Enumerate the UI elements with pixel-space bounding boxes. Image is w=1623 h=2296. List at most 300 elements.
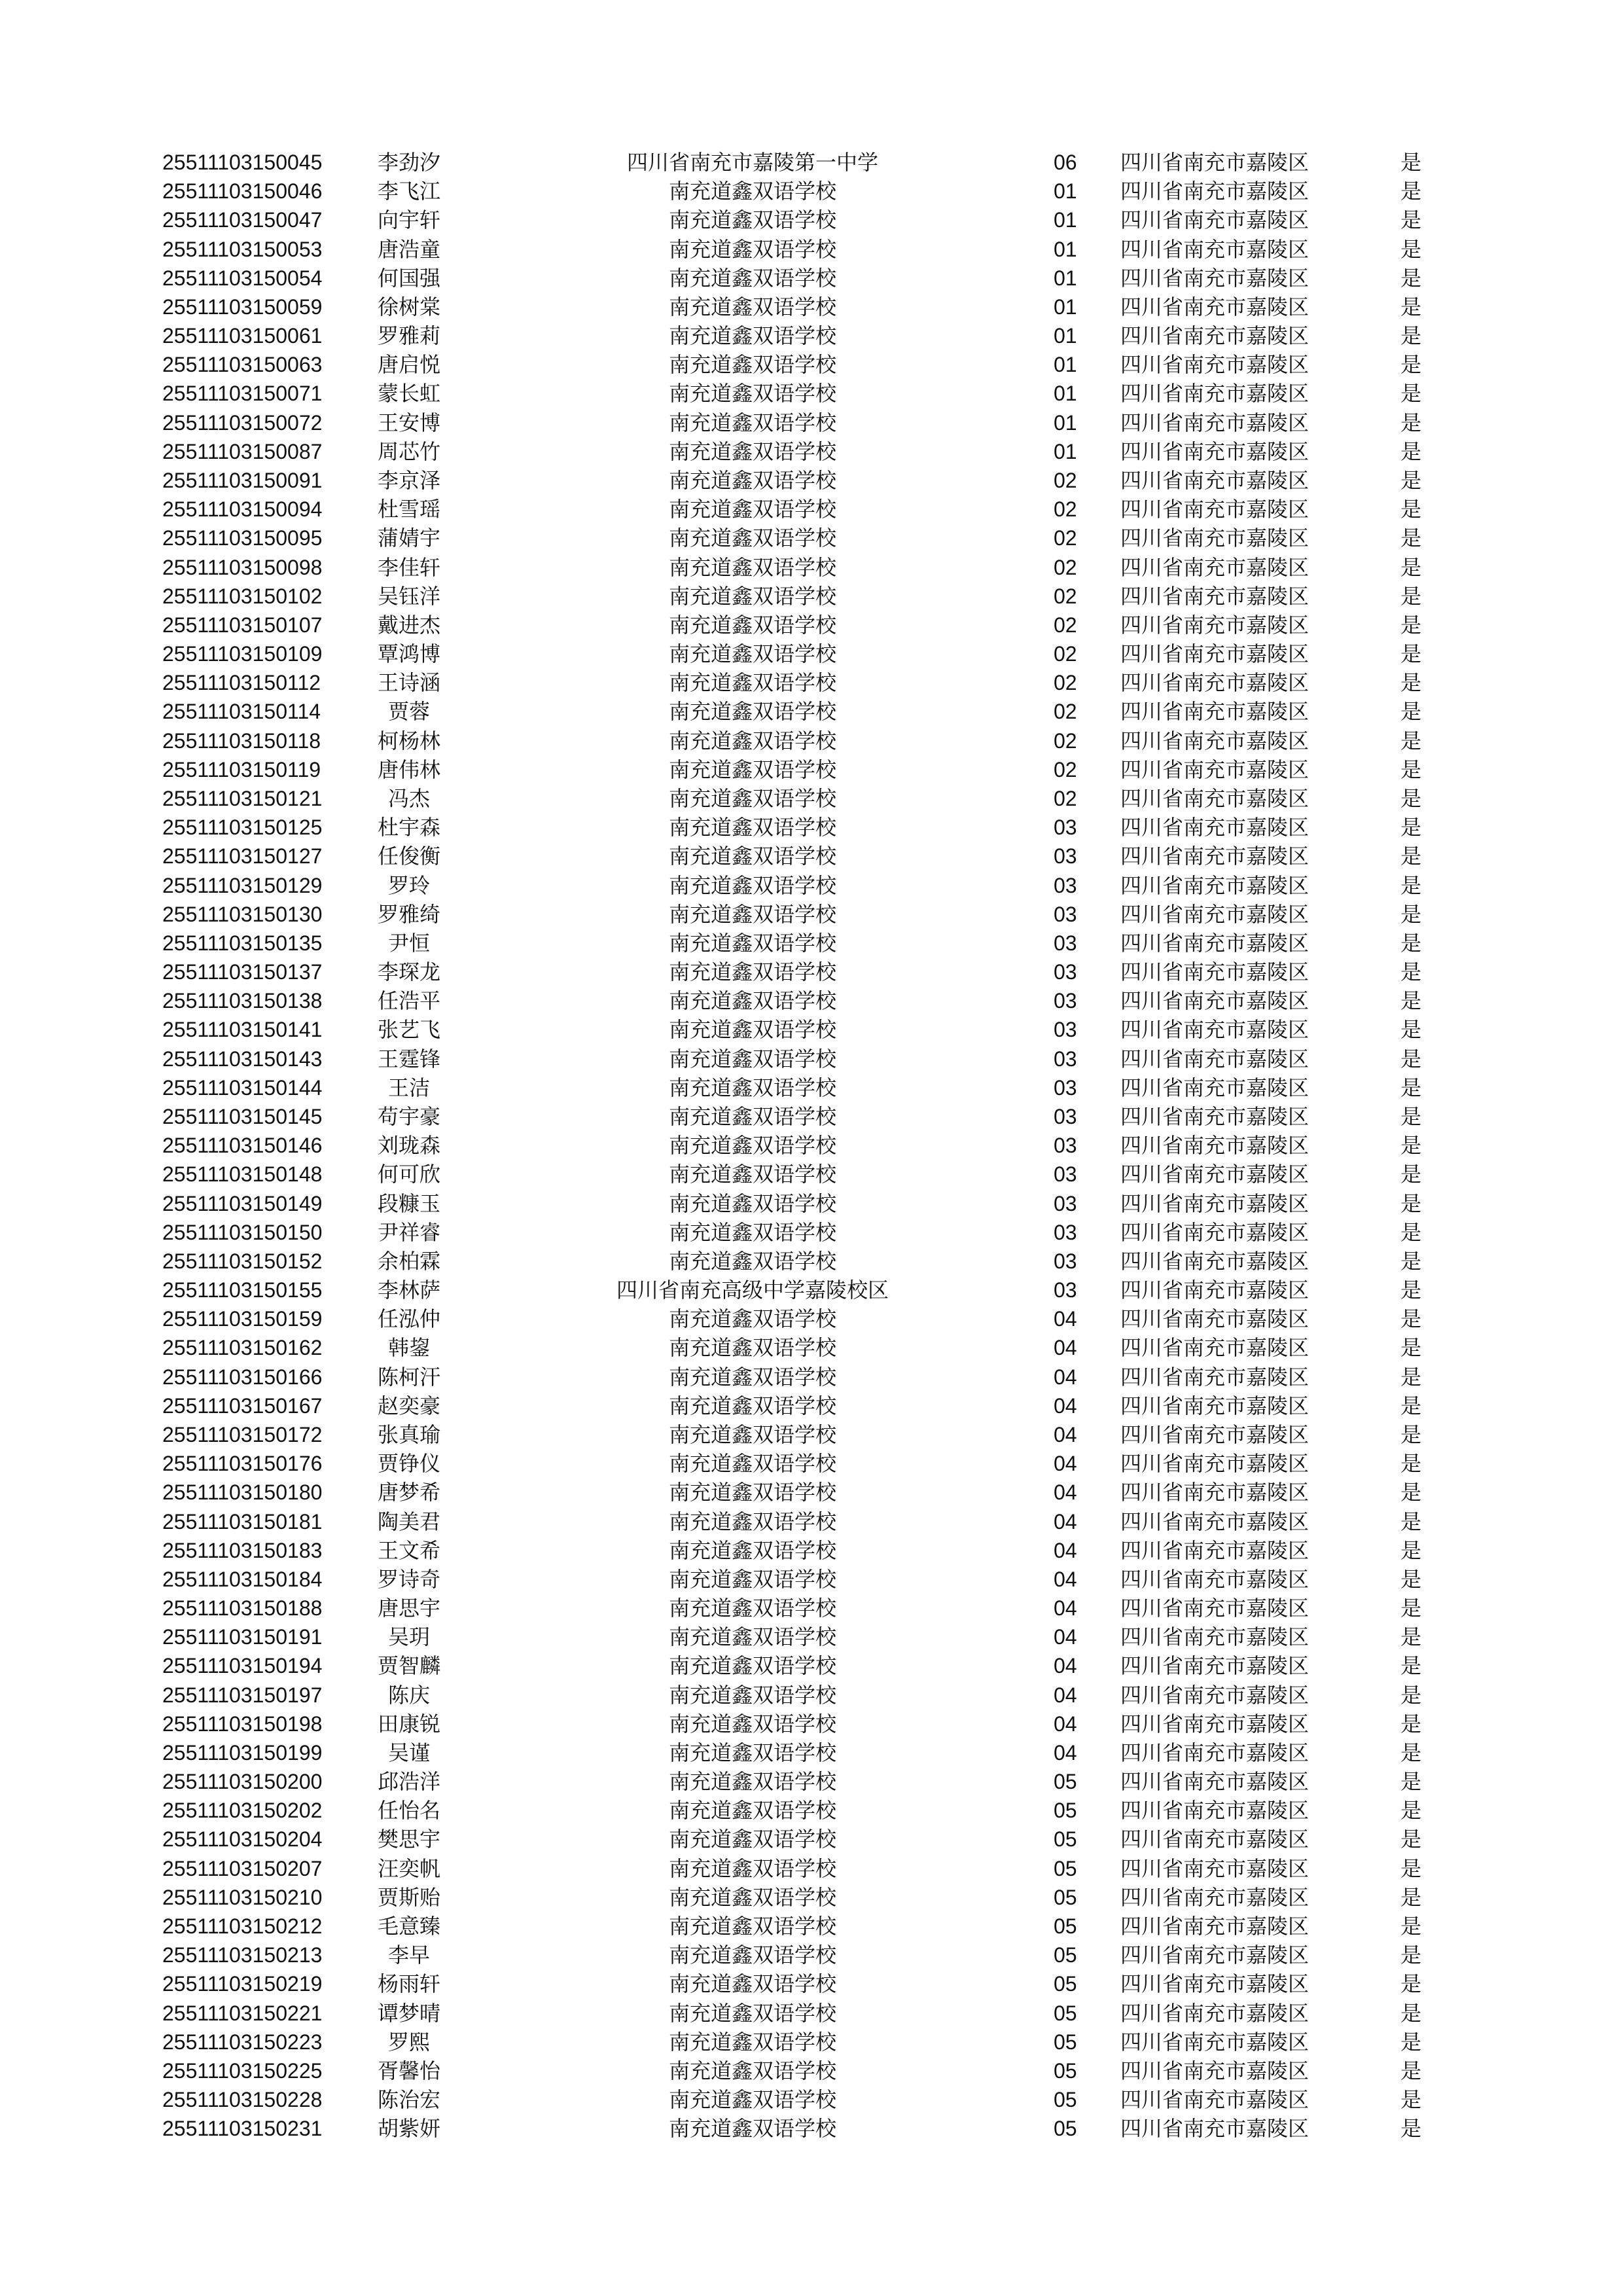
status-flag-cell: 是 bbox=[1400, 1596, 1422, 1621]
status-flag-cell: 是 bbox=[1400, 1278, 1422, 1302]
student-name-cell: 唐伟林 bbox=[377, 757, 440, 782]
student-name-cell: 柯杨林 bbox=[377, 728, 440, 753]
region-cell: 四川省南充市嘉陵区 bbox=[1120, 1566, 1310, 1592]
class-number-cell: 02 bbox=[1054, 497, 1077, 522]
status-flag-cell: 是 bbox=[1400, 381, 1422, 406]
student-id-cell: 25511103150118 bbox=[162, 728, 321, 753]
table-row bbox=[0, 1969, 1623, 1998]
class-number-cell: 02 bbox=[1054, 613, 1077, 637]
student-name-cell: 韩鋆 bbox=[387, 1335, 430, 1361]
student-name-cell: 李佳轩 bbox=[377, 554, 440, 580]
class-number-cell: 04 bbox=[1054, 1509, 1077, 1534]
student-name-cell: 张真瑜 bbox=[377, 1422, 440, 1447]
student-name-cell: 张艺飞 bbox=[377, 1017, 440, 1043]
class-number-cell: 05 bbox=[1054, 2117, 1077, 2141]
table-row bbox=[0, 264, 1623, 293]
student-id-cell: 25511103150213 bbox=[162, 1943, 323, 1967]
school-cell: 南充道鑫双语学校 bbox=[668, 1422, 836, 1447]
student-name-cell: 苟宇豪 bbox=[377, 1103, 440, 1129]
status-flag-cell: 是 bbox=[1400, 1046, 1422, 1071]
student-id-cell: 25511103150137 bbox=[162, 960, 323, 984]
student-id-cell: 25511103150221 bbox=[162, 2001, 323, 2025]
class-number-cell: 04 bbox=[1054, 1393, 1077, 1418]
student-id-cell: 25511103150225 bbox=[162, 2058, 323, 2083]
status-flag-cell: 是 bbox=[1400, 207, 1422, 233]
class-number-cell: 02 bbox=[1054, 728, 1077, 753]
table-row bbox=[0, 524, 1623, 552]
region-cell: 四川省南充市嘉陵区 bbox=[1120, 1884, 1310, 1910]
school-cell: 南充道鑫双语学校 bbox=[668, 1624, 836, 1650]
region-cell: 四川省南充市嘉陵区 bbox=[1120, 699, 1310, 725]
class-number-cell: 03 bbox=[1054, 816, 1077, 840]
region-cell: 四川省南充市嘉陵区 bbox=[1120, 872, 1310, 898]
student-id-cell: 25511103150219 bbox=[162, 1972, 323, 1996]
table-row bbox=[0, 1073, 1623, 1102]
table-row bbox=[0, 1825, 1623, 1854]
status-flag-cell: 是 bbox=[1400, 236, 1422, 262]
school-cell: 南充道鑫双语学校 bbox=[668, 1393, 836, 1418]
student-name-cell: 王安博 bbox=[377, 410, 440, 435]
region-cell: 四川省南充市嘉陵区 bbox=[1120, 612, 1310, 637]
student-id-cell: 25511103150046 bbox=[162, 179, 323, 204]
student-name-cell: 尹祥睿 bbox=[377, 1219, 440, 1245]
class-number-cell: 01 bbox=[1054, 295, 1077, 319]
school-cell: 南充道鑫双语学校 bbox=[668, 236, 836, 262]
status-flag-cell: 是 bbox=[1400, 1798, 1422, 1823]
region-cell: 四川省南充市嘉陵区 bbox=[1120, 1075, 1310, 1100]
student-name-cell: 余柏霖 bbox=[377, 1248, 440, 1274]
student-name-cell: 王诗涵 bbox=[377, 670, 440, 696]
student-id-cell: 25511103150149 bbox=[162, 1191, 323, 1215]
class-number-cell: 01 bbox=[1054, 208, 1077, 232]
class-number-cell: 04 bbox=[1054, 1625, 1077, 1649]
region-cell: 四川省南充市嘉陵区 bbox=[1120, 1798, 1310, 1823]
student-name-cell: 徐树棠 bbox=[377, 294, 440, 319]
school-cell: 南充道鑫双语学校 bbox=[668, 1943, 836, 1968]
region-cell: 四川省南充市嘉陵区 bbox=[1120, 815, 1310, 840]
region-cell: 四川省南充市嘉陵区 bbox=[1120, 207, 1310, 233]
table-row bbox=[0, 1565, 1623, 1594]
student-name-cell: 罗玲 bbox=[387, 872, 430, 898]
student-id-cell: 25511103150119 bbox=[162, 757, 321, 781]
status-flag-cell: 是 bbox=[1400, 872, 1422, 898]
student-name-cell: 周芯竹 bbox=[377, 439, 440, 464]
school-cell: 南充道鑫双语学校 bbox=[668, 179, 836, 204]
region-cell: 四川省南充市嘉陵区 bbox=[1120, 2029, 1310, 2054]
class-number-cell: 05 bbox=[1054, 1827, 1077, 1852]
class-number-cell: 05 bbox=[1054, 1856, 1077, 1880]
region-cell: 四川省南充市嘉陵区 bbox=[1120, 1827, 1310, 1852]
status-flag-cell: 是 bbox=[1400, 410, 1422, 435]
status-flag-cell: 是 bbox=[1400, 1364, 1422, 1390]
region-cell: 四川省南充市嘉陵区 bbox=[1120, 1335, 1310, 1361]
status-flag-cell: 是 bbox=[1400, 1884, 1422, 1910]
table-row bbox=[0, 1594, 1623, 1623]
student-id-cell: 25511103150181 bbox=[162, 1509, 323, 1534]
student-name-cell: 贾智麟 bbox=[377, 1653, 440, 1679]
status-flag-cell: 是 bbox=[1400, 1219, 1422, 1245]
student-id-cell: 25511103150145 bbox=[162, 1104, 323, 1128]
status-flag-cell: 是 bbox=[1400, 2058, 1422, 2083]
student-id-cell: 25511103150188 bbox=[162, 1596, 323, 1620]
region-cell: 四川省南充市嘉陵区 bbox=[1120, 1653, 1310, 1679]
school-cell: 南充道鑫双语学校 bbox=[668, 439, 836, 464]
status-flag-cell: 是 bbox=[1400, 1827, 1422, 1852]
school-cell: 南充道鑫双语学校 bbox=[668, 1769, 836, 1795]
region-cell: 四川省南充市嘉陵区 bbox=[1120, 844, 1310, 869]
student-name-cell: 李劲汐 bbox=[377, 150, 440, 175]
table-row bbox=[0, 1160, 1623, 1189]
student-name-cell: 李林萨 bbox=[377, 1278, 440, 1302]
table-row bbox=[0, 1651, 1623, 1680]
table-row bbox=[0, 1912, 1623, 1941]
status-flag-cell: 是 bbox=[1400, 1566, 1422, 1592]
table-row bbox=[0, 379, 1623, 408]
class-number-cell: 01 bbox=[1054, 237, 1077, 261]
student-id-cell: 25511103150138 bbox=[162, 989, 323, 1013]
school-cell: 南充道鑫双语学校 bbox=[668, 728, 836, 753]
class-number-cell: 05 bbox=[1054, 2001, 1077, 2025]
region-cell: 四川省南充市嘉陵区 bbox=[1120, 1162, 1310, 1187]
school-cell: 南充道鑫双语学校 bbox=[668, 1653, 836, 1679]
region-cell: 四川省南充市嘉陵区 bbox=[1120, 786, 1310, 811]
student-id-cell: 25511103150095 bbox=[162, 526, 323, 550]
status-flag-cell: 是 bbox=[1400, 901, 1422, 927]
student-name-cell: 胡紫妍 bbox=[377, 2116, 440, 2142]
student-id-cell: 25511103150228 bbox=[162, 2088, 323, 2112]
status-flag-cell: 是 bbox=[1400, 930, 1422, 956]
student-id-cell: 25511103150162 bbox=[162, 1336, 323, 1360]
table-row bbox=[0, 1536, 1623, 1565]
school-cell: 南充道鑫双语学校 bbox=[668, 1827, 836, 1852]
class-number-cell: 04 bbox=[1054, 1307, 1077, 1331]
table-row bbox=[0, 553, 1623, 582]
school-cell: 南充道鑫双语学校 bbox=[668, 901, 836, 927]
status-flag-cell: 是 bbox=[1400, 1306, 1422, 1332]
student-id-cell: 25511103150152 bbox=[162, 1249, 323, 1273]
table-row bbox=[0, 437, 1623, 466]
region-cell: 四川省南充市嘉陵区 bbox=[1120, 1943, 1310, 1968]
region-cell: 四川省南充市嘉陵区 bbox=[1120, 1133, 1310, 1158]
region-cell: 四川省南充市嘉陵区 bbox=[1120, 1017, 1310, 1043]
class-number-cell: 03 bbox=[1054, 1191, 1077, 1215]
table-row bbox=[0, 639, 1623, 668]
student-id-cell: 25511103150047 bbox=[162, 208, 323, 232]
class-number-cell: 04 bbox=[1054, 1538, 1077, 1562]
student-id-cell: 25511103150191 bbox=[162, 1625, 323, 1649]
table-row bbox=[0, 206, 1623, 234]
student-name-cell: 唐梦希 bbox=[377, 1480, 440, 1505]
student-name-cell: 杜宇森 bbox=[377, 815, 440, 840]
student-name-cell: 吴谨 bbox=[387, 1740, 430, 1765]
class-number-cell: 03 bbox=[1054, 1220, 1077, 1244]
school-cell: 南充道鑫双语学校 bbox=[668, 1364, 836, 1390]
student-name-cell: 毛意臻 bbox=[377, 1914, 440, 1939]
school-cell: 南充道鑫双语学校 bbox=[668, 786, 836, 811]
region-cell: 四川省南充市嘉陵区 bbox=[1120, 728, 1310, 753]
student-name-cell: 贾斯贻 bbox=[377, 1884, 440, 1910]
table-row bbox=[0, 1999, 1623, 2028]
student-name-cell: 任泓仲 bbox=[377, 1306, 440, 1332]
school-cell: 南充道鑫双语学校 bbox=[668, 757, 836, 782]
student-id-cell: 25511103150098 bbox=[162, 555, 323, 579]
class-number-cell: 05 bbox=[1054, 1972, 1077, 1996]
school-cell: 南充道鑫双语学校 bbox=[668, 2087, 836, 2113]
region-cell: 四川省南充市嘉陵区 bbox=[1120, 2058, 1310, 2083]
student-id-cell: 25511103150166 bbox=[162, 1365, 323, 1389]
region-cell: 四川省南充市嘉陵区 bbox=[1120, 468, 1310, 493]
student-id-cell: 25511103150121 bbox=[162, 787, 323, 810]
student-id-cell: 25511103150127 bbox=[162, 844, 323, 869]
region-cell: 四川省南充市嘉陵区 bbox=[1120, 1364, 1310, 1390]
table-row bbox=[0, 755, 1623, 784]
status-flag-cell: 是 bbox=[1400, 1335, 1422, 1361]
status-flag-cell: 是 bbox=[1400, 612, 1422, 637]
status-flag-cell: 是 bbox=[1400, 786, 1422, 811]
table-row bbox=[0, 1420, 1623, 1449]
student-id-cell: 25511103150129 bbox=[162, 873, 323, 897]
school-cell: 南充道鑫双语学校 bbox=[668, 2058, 836, 2083]
region-cell: 四川省南充市嘉陵区 bbox=[1120, 294, 1310, 319]
region-cell: 四川省南充市嘉陵区 bbox=[1120, 1278, 1310, 1302]
table-row bbox=[0, 1304, 1623, 1333]
class-number-cell: 05 bbox=[1054, 1770, 1077, 1794]
region-cell: 四川省南充市嘉陵区 bbox=[1120, 2116, 1310, 2142]
student-id-cell: 25511103150146 bbox=[162, 1134, 323, 1158]
table-row bbox=[0, 1189, 1623, 1218]
class-number-cell: 02 bbox=[1054, 584, 1077, 608]
status-flag-cell: 是 bbox=[1400, 1103, 1422, 1129]
status-flag-cell: 是 bbox=[1400, 554, 1422, 580]
student-id-cell: 25511103150180 bbox=[162, 1480, 323, 1505]
status-flag-cell: 是 bbox=[1400, 2087, 1422, 2113]
class-number-cell: 05 bbox=[1054, 2088, 1077, 2112]
student-name-cell: 向宇轩 bbox=[377, 207, 440, 233]
student-id-cell: 25511103150045 bbox=[162, 151, 323, 174]
class-number-cell: 04 bbox=[1054, 1740, 1077, 1765]
school-cell: 四川省南充高级中学嘉陵校区 bbox=[616, 1278, 889, 1302]
table-row bbox=[0, 986, 1623, 1015]
region-cell: 四川省南充市嘉陵区 bbox=[1120, 1451, 1310, 1477]
student-name-cell: 蒙长虹 bbox=[377, 381, 440, 406]
school-cell: 南充道鑫双语学校 bbox=[668, 1856, 836, 1881]
region-cell: 四川省南充市嘉陵区 bbox=[1120, 1596, 1310, 1621]
class-number-cell: 02 bbox=[1054, 671, 1077, 695]
student-id-cell: 25511103150155 bbox=[162, 1278, 323, 1302]
class-number-cell: 04 bbox=[1054, 1712, 1077, 1736]
school-cell: 南充道鑫双语学校 bbox=[668, 207, 836, 233]
region-cell: 四川省南充市嘉陵区 bbox=[1120, 554, 1310, 580]
student-name-cell: 胥馨怡 bbox=[377, 2058, 440, 2083]
table-row bbox=[0, 2028, 1623, 2056]
student-id-cell: 25511103150204 bbox=[162, 1827, 323, 1852]
table-row bbox=[0, 2085, 1623, 2114]
region-cell: 四川省南充市嘉陵区 bbox=[1120, 583, 1310, 609]
student-id-cell: 25511103150143 bbox=[162, 1047, 323, 1071]
student-id-cell: 25511103150210 bbox=[162, 1885, 323, 1909]
status-flag-cell: 是 bbox=[1400, 323, 1422, 349]
table-row bbox=[0, 1247, 1623, 1276]
class-number-cell: 03 bbox=[1054, 1018, 1077, 1042]
school-cell: 南充道鑫双语学校 bbox=[668, 1219, 836, 1245]
status-flag-cell: 是 bbox=[1400, 1509, 1422, 1534]
status-flag-cell: 是 bbox=[1400, 1711, 1422, 1736]
school-cell: 南充道鑫双语学校 bbox=[668, 526, 836, 551]
class-number-cell: 04 bbox=[1054, 1452, 1077, 1476]
class-number-cell: 03 bbox=[1054, 902, 1077, 926]
status-flag-cell: 是 bbox=[1400, 1451, 1422, 1477]
student-name-cell: 陈庆 bbox=[387, 1682, 430, 1708]
school-cell: 南充道鑫双语学校 bbox=[668, 844, 836, 869]
class-number-cell: 05 bbox=[1054, 2058, 1077, 2083]
region-cell: 四川省南充市嘉陵区 bbox=[1120, 1914, 1310, 1939]
student-id-cell: 25511103150223 bbox=[162, 2030, 323, 2054]
student-name-cell: 唐思宇 bbox=[377, 1596, 440, 1621]
student-id-cell: 25511103150072 bbox=[162, 410, 323, 435]
student-id-cell: 25511103150176 bbox=[162, 1452, 323, 1476]
table-row bbox=[0, 1738, 1623, 1767]
status-flag-cell: 是 bbox=[1400, 1769, 1422, 1795]
status-flag-cell: 是 bbox=[1400, 1740, 1422, 1765]
region-cell: 四川省南充市嘉陵区 bbox=[1120, 1219, 1310, 1245]
student-id-cell: 25511103150148 bbox=[162, 1162, 323, 1187]
region-cell: 四川省南充市嘉陵区 bbox=[1120, 1393, 1310, 1418]
table-row bbox=[0, 668, 1623, 697]
school-cell: 南充道鑫双语学校 bbox=[668, 381, 836, 406]
class-number-cell: 02 bbox=[1054, 555, 1077, 579]
region-cell: 四川省南充市嘉陵区 bbox=[1120, 1422, 1310, 1447]
school-cell: 南充道鑫双语学校 bbox=[668, 670, 836, 696]
school-cell: 南充道鑫双语学校 bbox=[668, 1191, 836, 1216]
class-number-cell: 03 bbox=[1054, 931, 1077, 955]
student-id-cell: 25511103150150 bbox=[162, 1220, 323, 1244]
table-row bbox=[0, 1333, 1623, 1362]
class-number-cell: 05 bbox=[1054, 1943, 1077, 1967]
school-cell: 南充道鑫双语学校 bbox=[668, 1914, 836, 1939]
class-number-cell: 04 bbox=[1054, 1422, 1077, 1446]
class-number-cell: 04 bbox=[1054, 1480, 1077, 1505]
table-row bbox=[0, 1883, 1623, 1912]
class-number-cell: 06 bbox=[1054, 151, 1077, 174]
school-cell: 南充道鑫双语学校 bbox=[668, 265, 836, 291]
table-row bbox=[0, 1045, 1623, 1073]
class-number-cell: 01 bbox=[1054, 439, 1077, 463]
table-row bbox=[0, 1102, 1623, 1131]
region-cell: 四川省南充市嘉陵区 bbox=[1120, 526, 1310, 551]
student-id-cell: 25511103150194 bbox=[162, 1654, 323, 1678]
school-cell: 南充道鑫双语学校 bbox=[668, 1682, 836, 1708]
status-flag-cell: 是 bbox=[1400, 1393, 1422, 1418]
status-flag-cell: 是 bbox=[1400, 1856, 1422, 1881]
class-number-cell: 03 bbox=[1054, 1075, 1077, 1100]
region-cell: 四川省南充市嘉陵区 bbox=[1120, 352, 1310, 378]
status-flag-cell: 是 bbox=[1400, 583, 1422, 609]
school-cell: 南充道鑫双语学校 bbox=[668, 1248, 836, 1274]
class-number-cell: 04 bbox=[1054, 1654, 1077, 1678]
student-name-cell: 陈治宏 bbox=[377, 2087, 440, 2113]
table-row bbox=[0, 293, 1623, 321]
region-cell: 四川省南充市嘉陵区 bbox=[1120, 236, 1310, 262]
class-number-cell: 01 bbox=[1054, 266, 1077, 290]
table-row bbox=[0, 148, 1623, 177]
status-flag-cell: 是 bbox=[1400, 1624, 1422, 1650]
student-name-cell: 戴进杰 bbox=[377, 612, 440, 637]
class-number-cell: 01 bbox=[1054, 410, 1077, 435]
status-flag-cell: 是 bbox=[1400, 844, 1422, 869]
status-flag-cell: 是 bbox=[1400, 497, 1422, 522]
class-number-cell: 05 bbox=[1054, 1914, 1077, 1938]
class-number-cell: 05 bbox=[1054, 1885, 1077, 1909]
status-flag-cell: 是 bbox=[1400, 2029, 1422, 2054]
school-cell: 南充道鑫双语学校 bbox=[668, 323, 836, 349]
student-name-cell: 汪奕帆 bbox=[377, 1856, 440, 1881]
student-name-cell: 刘珑森 bbox=[377, 1133, 440, 1158]
status-flag-cell: 是 bbox=[1400, 1248, 1422, 1274]
table-row bbox=[0, 582, 1623, 611]
status-flag-cell: 是 bbox=[1400, 815, 1422, 840]
school-cell: 南充道鑫双语学校 bbox=[668, 930, 836, 956]
student-id-cell: 25511103150135 bbox=[162, 931, 323, 955]
student-id-cell: 25511103150059 bbox=[162, 295, 323, 319]
status-flag-cell: 是 bbox=[1400, 1537, 1422, 1563]
region-cell: 四川省南充市嘉陵区 bbox=[1120, 323, 1310, 349]
region-cell: 四川省南充市嘉陵区 bbox=[1120, 641, 1310, 667]
table-row bbox=[0, 1623, 1623, 1651]
school-cell: 南充道鑫双语学校 bbox=[668, 1509, 836, 1534]
student-name-cell: 陶美君 bbox=[377, 1509, 440, 1534]
table-row bbox=[0, 177, 1623, 206]
student-name-cell: 李早 bbox=[387, 1943, 430, 1968]
table-row bbox=[0, 900, 1623, 929]
school-cell: 南充道鑫双语学校 bbox=[668, 1971, 836, 1997]
status-flag-cell: 是 bbox=[1400, 1017, 1422, 1043]
student-id-cell: 25511103150144 bbox=[162, 1075, 323, 1100]
region-cell: 四川省南充市嘉陵区 bbox=[1120, 497, 1310, 522]
class-number-cell: 01 bbox=[1054, 179, 1077, 204]
status-flag-cell: 是 bbox=[1400, 960, 1422, 984]
student-name-cell: 吴玥 bbox=[387, 1624, 430, 1650]
region-cell: 四川省南充市嘉陵区 bbox=[1120, 960, 1310, 984]
student-id-cell: 25511103150202 bbox=[162, 1799, 323, 1823]
student-id-cell: 25511103150159 bbox=[162, 1307, 323, 1331]
region-cell: 四川省南充市嘉陵区 bbox=[1120, 1856, 1310, 1881]
table-row bbox=[0, 1131, 1623, 1160]
class-number-cell: 05 bbox=[1054, 1799, 1077, 1823]
status-flag-cell: 是 bbox=[1400, 265, 1422, 291]
student-name-cell: 何国强 bbox=[377, 265, 440, 291]
status-flag-cell: 是 bbox=[1400, 1191, 1422, 1216]
table-row bbox=[0, 813, 1623, 842]
region-cell: 四川省南充市嘉陵区 bbox=[1120, 2000, 1310, 2026]
student-name-cell: 赵奕豪 bbox=[377, 1393, 440, 1418]
student-id-cell: 25511103150071 bbox=[162, 382, 323, 406]
region-cell: 四川省南充市嘉陵区 bbox=[1120, 1711, 1310, 1736]
school-cell: 南充道鑫双语学校 bbox=[668, 554, 836, 580]
school-cell: 南充道鑫双语学校 bbox=[668, 1451, 836, 1477]
status-flag-cell: 是 bbox=[1400, 2000, 1422, 2026]
status-flag-cell: 是 bbox=[1400, 757, 1422, 782]
status-flag-cell: 是 bbox=[1400, 1653, 1422, 1679]
student-name-cell: 罗雅莉 bbox=[377, 323, 440, 349]
student-id-cell: 25511103150114 bbox=[162, 700, 321, 724]
school-cell: 四川省南充市嘉陵第一中学 bbox=[626, 150, 878, 175]
class-number-cell: 03 bbox=[1054, 960, 1077, 984]
school-cell: 南充道鑫双语学校 bbox=[668, 988, 836, 1014]
region-cell: 四川省南充市嘉陵区 bbox=[1120, 988, 1310, 1014]
student-name-cell: 任怡名 bbox=[377, 1798, 440, 1823]
class-number-cell: 02 bbox=[1054, 757, 1077, 781]
school-cell: 南充道鑫双语学校 bbox=[668, 497, 836, 522]
